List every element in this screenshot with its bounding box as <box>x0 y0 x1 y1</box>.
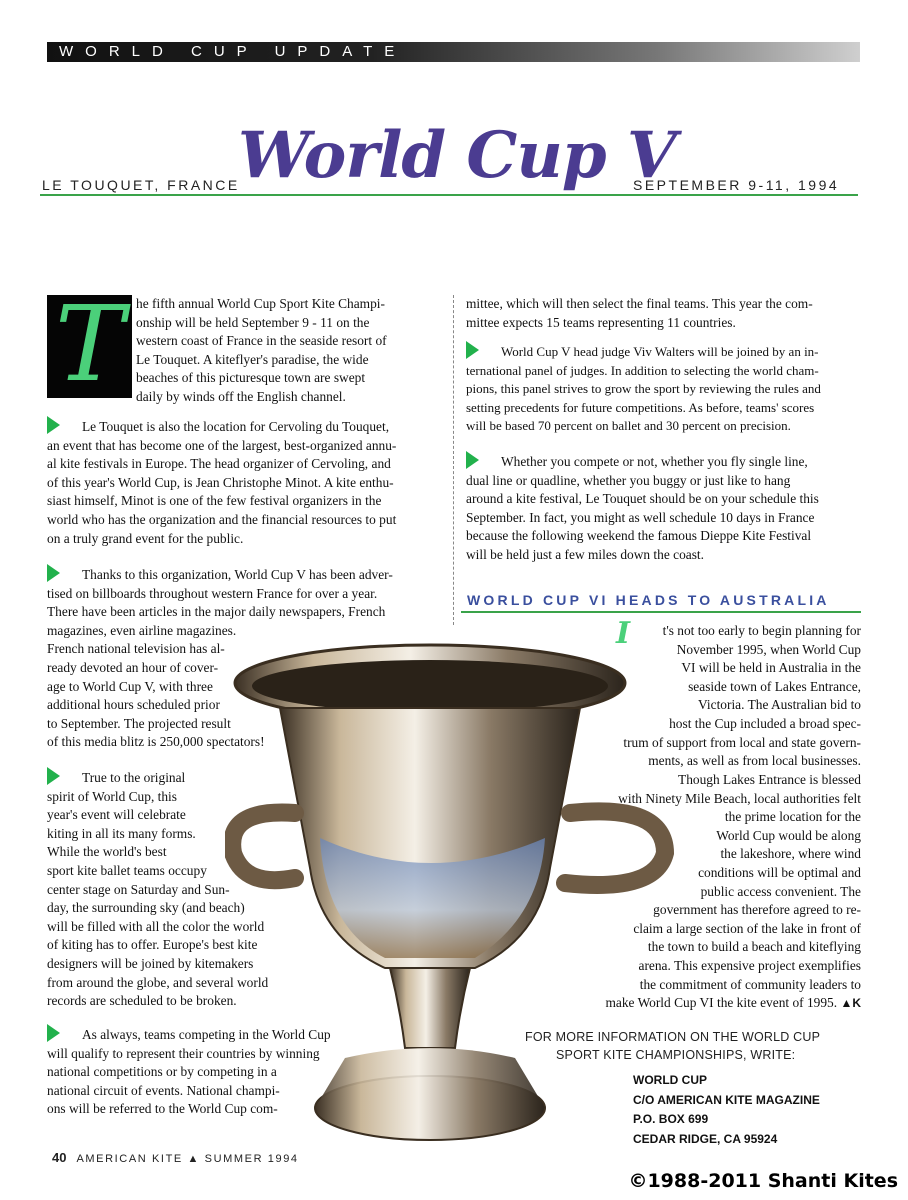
paragraph-marker-icon <box>47 767 60 785</box>
sidebar-initial: I <box>616 616 631 651</box>
article-paragraph-6: mittee, which will then select the final teams. This year the com- mittee expects 15 teams representing 11 countries. <box>466 296 813 330</box>
info-line-1: FOR MORE INFORMATION ON THE WORLD CUP <box>525 1030 821 1044</box>
article-paragraph-5: As always, teams competing in the World Cup will qualify to represent their countries by winning national competitions or by competing in a national circuit of events. National champi- ons will be referred to the World Cup com- <box>47 1024 367 1119</box>
info-line-2: SPORT KITE CHAMPIONSHIPS, WRITE: <box>556 1048 796 1062</box>
article-paragraph-4: True to the original spirit of World Cup, this year's event will celebrate kiting in all its many forms. While the world's best sport kite ballet teams occupy center stage on Saturday and Sun- day, the surrounding sky (and beach) will be filled with all the color the world of kiting has to offer. Europe's best kite designers will be joined by kitemakers from around the globe, and several world records are scheduled to be broken. <box>47 767 337 1011</box>
page-number: 40 <box>52 1150 67 1165</box>
page-footer <box>52 1150 299 1165</box>
sidebar-paragraph-2: Though Lakes Entrance is blessed with Ninety Mile Beach, local authorities felt the prime location for the World Cup would be along the lakeshore, where wind conditions will be optimal and public access convenient. The government has therefore agreed to re- claim a large section of the lake in front of the town to build a beach and kiteflying arena. This expensive project exemplifies the commitment of community leaders to make World Cup VI the kite event of 1995. ▲K <box>605 772 861 1011</box>
magazine-issue: AMERICAN KITE ▲ SUMMER 1994 <box>76 1153 299 1165</box>
trophy-illustration <box>225 638 685 1148</box>
section-band <box>47 42 860 62</box>
drop-cap <box>47 283 132 405</box>
article-paragraph-8: Whether you compete or not, whether you fly single line, dual line or quadline, whether you buggy or just like to hang around a kite festival, Le Touquet should be on your schedule this September. In fact, you might as well schedule 10 days in France because the following weekend the famous Dieppe Kite Festival will be held just a few miles down the coast. <box>466 451 861 565</box>
paragraph-marker-icon <box>47 564 60 582</box>
article-paragraph-7: World Cup V head judge Viv Walters will be joined by an in- ternational panel of judges. In addition to selecting the world cham- pions, this panel strives to grow the sport by reviewing the rules and setting precedents for future competitions. As before, teams' scores will be based 70 percent on ballet and 30 percent on precision. <box>466 341 861 436</box>
page-title: World Cup V <box>238 118 676 193</box>
sidebar-heading: WORLD CUP VI HEADS TO AUSTRALIA <box>467 592 830 608</box>
paragraph-marker-icon <box>466 341 479 359</box>
column-divider <box>453 295 454 625</box>
end-mark-icon: ▲K <box>840 996 861 1011</box>
date-label: SEPTEMBER 9-11, 1994 <box>633 177 840 193</box>
location-label: LE TOUQUET, FRANCE <box>42 177 240 193</box>
section-band-label: WORLD CUP UPDATE <box>59 43 407 60</box>
mailing-address: WORLD CUP C/O AMERICAN KITE MAGAZINE P.O. BOX 699 CEDAR RIDGE, CA 95924 <box>633 1073 820 1146</box>
paragraph-marker-icon <box>47 416 60 434</box>
copyright-watermark: ©1988-2011 Shanti Kites <box>628 1170 898 1192</box>
drop-cap-letter: T <box>55 283 125 405</box>
paragraph-marker-icon <box>466 451 479 469</box>
article-paragraph-3: Thanks to this organization, World Cup V has been adver- tised on billboards throughout western France for over a year. There have been articles in the major daily newspapers, French magazines, even airline magazines. French national television has al- ready devoted an hour of cover- age to World Cup V, with three additional hours scheduled prior to September. The projected result of this media blitz is 250,000 spectators! <box>47 564 440 752</box>
sidebar-rule <box>461 611 861 613</box>
title-rule <box>40 194 858 196</box>
sidebar-paragraph-1: t's not too early to begin planning for November 1995, when World Cup VI will be held in Australia in the seaside town of Lakes Entrance, Victoria. The Australian bid to host the Cup included a broad spec- trum of support from local and state govern- ments, as well as from local businesses. <box>623 623 861 769</box>
paragraph-marker-icon <box>47 1024 60 1042</box>
article-paragraph-2: Le Touquet is also the location for Cervoling du Touquet, an event that has become one of the largest, best-organized annu- al kite festivals in Europe. The head organizer of Cervoling, and of this year's World Cup, is Jean Christophe Minot. A kite enthu- siast himself, Minot is one of the few festival organizers in the world who has the organization and the financial resources to put on a truly grand event for the public. <box>47 416 440 548</box>
article-paragraph-1: he fifth annual World Cup Sport Kite Champi- onship will be held September 9 - 11 on the western coast of France in the seaside resort of Le Touquet. A kiteflyer's paradise, the wide beaches of this picturesque town are swept daily by winds off the English channel. <box>136 296 387 404</box>
